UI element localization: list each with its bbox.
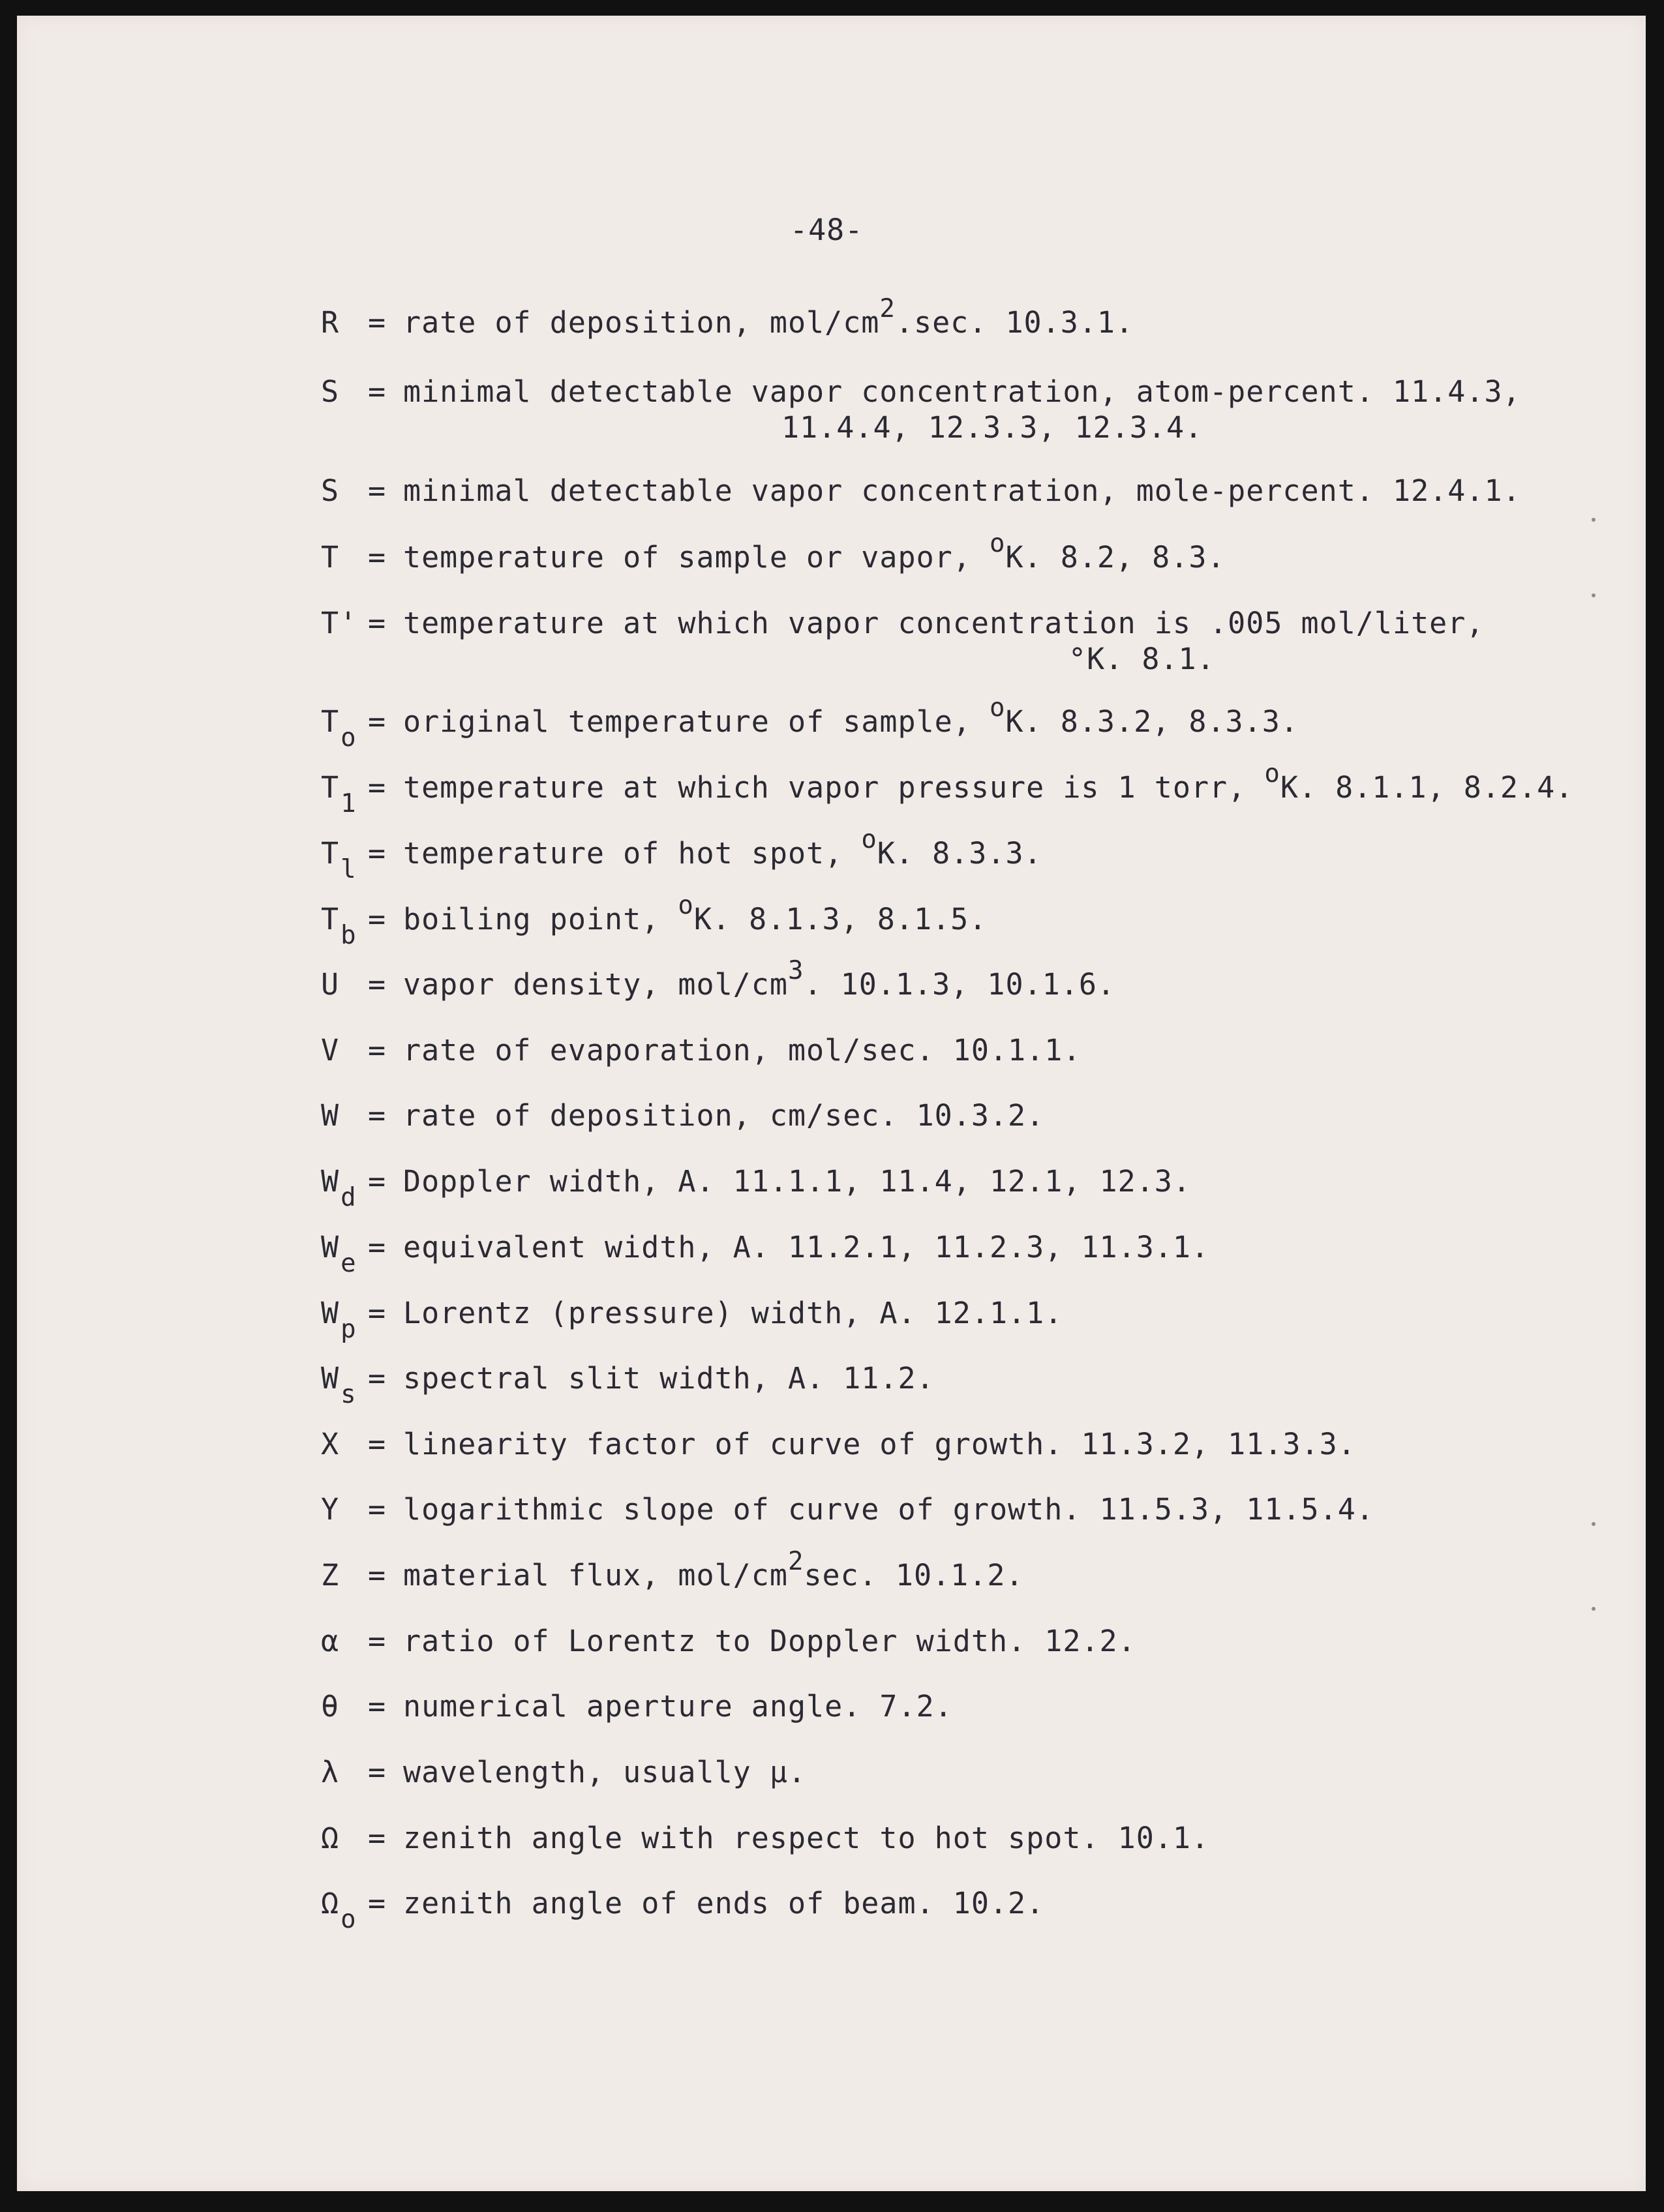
definition-superscript: o xyxy=(861,825,877,854)
equals-sign: = xyxy=(368,1296,387,1330)
document-body xyxy=(17,16,1646,2191)
entry-symbol: W xyxy=(321,1098,340,1133)
entry-symbol: Ωo xyxy=(321,1886,357,1934)
equals-sign: = xyxy=(368,1624,387,1658)
definition-text: equivalent width, A. 11.2.1, 11.2.3, 11.3.1. xyxy=(403,1230,1210,1264)
equals-sign: = xyxy=(368,770,387,805)
entry-definition xyxy=(403,1361,935,1396)
definition-text: Doppler width, A. 11.1.1, 11.4, 12.1, 12.3. xyxy=(403,1164,1191,1199)
entry-definition xyxy=(403,1689,953,1724)
entry-subscript: o xyxy=(340,723,357,753)
definition-text: rate of deposition, cm/sec. 10.3.2. xyxy=(403,1098,1045,1133)
entry-definition xyxy=(403,1164,1191,1199)
equals-sign: = xyxy=(368,606,387,640)
entry-subscript: 1 xyxy=(340,789,357,818)
entry-definition xyxy=(403,1547,1024,1592)
definition-text: zenith angle with respect to hot spot. 10.1. xyxy=(403,1821,1210,1855)
definition-superscript: o xyxy=(989,529,1006,558)
definition-text: numerical aperture angle. 7.2. xyxy=(403,1689,953,1724)
equals-sign: = xyxy=(368,305,387,340)
entry-definition xyxy=(403,693,1299,739)
definition-text: K. 8.1.3, 8.1.5. xyxy=(693,902,988,936)
entry-symbol: Tl xyxy=(321,836,357,884)
equals-sign: = xyxy=(368,374,387,409)
definition-text: logarithmic slope of curve of growth. 11.5.3, 11.5.4. xyxy=(403,1492,1374,1527)
entry-definition xyxy=(403,1033,1081,1068)
entry-symbol: Wd xyxy=(321,1164,357,1212)
definition-continuation: °K. 8.1. xyxy=(1068,642,1215,676)
definition-text: K. 8.3.3. xyxy=(877,836,1042,871)
definition-text: minimal detectable vapor concentration, mole-percent. 12.4.1. xyxy=(403,473,1521,508)
entry-definition xyxy=(403,1230,1209,1264)
definition-text: temperature of hot spot, xyxy=(403,836,862,871)
entry-symbol: V xyxy=(321,1033,340,1068)
equals-sign: = xyxy=(368,836,387,871)
definition-text: boiling point, xyxy=(403,902,678,936)
equals-sign: = xyxy=(368,1558,387,1592)
scan-speck xyxy=(1592,518,1596,522)
entry-symbol: T1 xyxy=(321,770,357,818)
definition-text: ratio of Lorentz to Doppler width. 12.2. xyxy=(403,1624,1136,1658)
equals-sign: = xyxy=(368,967,387,1002)
entry-definition xyxy=(403,759,1574,805)
equals-sign: = xyxy=(368,1361,387,1396)
entry-subscript: d xyxy=(340,1183,357,1212)
definition-text: K. 8.2, 8.3. xyxy=(1005,540,1226,575)
equals-sign: = xyxy=(368,704,387,739)
equals-sign: = xyxy=(368,1821,387,1855)
entry-symbol: R xyxy=(321,305,340,340)
entry-symbol: T xyxy=(321,540,340,575)
entry-definition xyxy=(403,1755,806,1789)
entry-symbol: To xyxy=(321,704,357,753)
equals-sign: = xyxy=(368,1230,387,1264)
definition-continuation: 11.4.4, 12.3.3, 12.3.4. xyxy=(781,410,1203,445)
entry-symbol: θ xyxy=(321,1689,340,1724)
definition-text: rate of deposition, mol/cm xyxy=(403,305,880,340)
equals-sign: = xyxy=(368,1492,387,1527)
equals-sign: = xyxy=(368,1164,387,1199)
entry-symbol: S xyxy=(321,473,340,508)
entry-subscript: e xyxy=(340,1249,357,1278)
entry-symbol: We xyxy=(321,1230,357,1278)
definition-text: . 10.1.3, 10.1.6. xyxy=(804,967,1116,1002)
entry-subscript: o xyxy=(340,1905,357,1934)
entry-definition xyxy=(403,1821,1209,1855)
definition-text: zenith angle of ends of beam. 10.2. xyxy=(403,1886,1045,1921)
entry-symbol: Tb xyxy=(321,902,357,950)
definition-text: material flux, mol/cm xyxy=(403,1558,788,1592)
entry-symbol: λ xyxy=(321,1755,340,1789)
equals-sign: = xyxy=(368,473,387,508)
entry-subscript: p xyxy=(340,1315,357,1344)
definition-text: K. 8.1.1, 8.2.4. xyxy=(1280,770,1574,805)
entry-definition xyxy=(403,1886,1044,1921)
definition-text: rate of evaporation, mol/sec. 10.1.1. xyxy=(403,1033,1082,1068)
entry-definition xyxy=(403,825,1042,871)
definition-text: temperature at which vapor concentration is .005 mol/liter, xyxy=(403,606,1485,640)
entry-definition xyxy=(403,956,1116,1002)
equals-sign: = xyxy=(368,1033,387,1068)
entry-definition xyxy=(403,294,1134,340)
equals-sign: = xyxy=(368,1886,387,1921)
equals-sign: = xyxy=(368,1427,387,1461)
definition-text: original temperature of sample, xyxy=(403,704,990,739)
entry-symbol: Ω xyxy=(321,1821,340,1855)
entry-symbol: T' xyxy=(321,606,358,640)
entry-definition xyxy=(403,473,1521,508)
entry-definition xyxy=(403,1624,1136,1658)
definition-text: wavelength, usually μ. xyxy=(403,1755,807,1789)
entry-symbol: Z xyxy=(321,1558,340,1592)
definition-text: spectral slit width, A. 11.2. xyxy=(403,1361,935,1396)
equals-sign: = xyxy=(368,902,387,936)
entry-symbol: Ws xyxy=(321,1361,357,1409)
entry-subscript: b xyxy=(340,921,357,950)
page-number: -48- xyxy=(790,213,864,247)
entry-definition xyxy=(403,1296,1063,1330)
scan-speck xyxy=(1592,1522,1596,1526)
definition-text: minimal detectable vapor concentration, atom-percent. 11.4.3, xyxy=(403,374,1521,409)
definition-text: linearity factor of curve of growth. 11.3.2, 11.3.3. xyxy=(403,1427,1356,1461)
definition-superscript: o xyxy=(678,891,694,920)
definition-text: sec. 10.1.2. xyxy=(804,1558,1024,1592)
scan-speck xyxy=(1592,593,1596,597)
definition-superscript: 2 xyxy=(879,294,896,323)
scanned-page xyxy=(17,16,1646,2191)
definition-text: K. 8.3.2, 8.3.3. xyxy=(1005,704,1299,739)
entry-definition xyxy=(403,1427,1356,1461)
entry-definition xyxy=(403,606,1484,640)
definition-superscript: 2 xyxy=(787,1547,804,1576)
entry-symbol: X xyxy=(321,1427,340,1461)
entry-definition xyxy=(403,529,1226,575)
equals-sign: = xyxy=(368,1098,387,1133)
entry-symbol: Wp xyxy=(321,1296,357,1344)
entry-definition xyxy=(403,374,1521,409)
entry-symbol: Y xyxy=(321,1492,340,1527)
entry-symbol: U xyxy=(321,967,340,1002)
equals-sign: = xyxy=(368,1689,387,1724)
definition-superscript: o xyxy=(1264,759,1280,788)
definition-text: temperature at which vapor pressure is 1 torr, xyxy=(403,770,1265,805)
definition-text: temperature of sample or vapor, xyxy=(403,540,990,575)
definition-text: .sec. 10.3.1. xyxy=(895,305,1134,340)
definition-superscript: o xyxy=(989,693,1006,723)
entry-symbol: α xyxy=(321,1624,340,1658)
equals-sign: = xyxy=(368,540,387,575)
entry-subscript: s xyxy=(340,1380,357,1409)
entry-symbol: S xyxy=(321,374,340,409)
entry-definition xyxy=(403,891,988,936)
entry-subscript: l xyxy=(340,855,357,884)
definition-text: Lorentz (pressure) width, A. 12.1.1. xyxy=(403,1296,1063,1330)
definition-text: vapor density, mol/cm xyxy=(403,967,788,1002)
entry-definition xyxy=(403,1492,1374,1527)
definition-superscript: 3 xyxy=(787,956,804,985)
entry-definition xyxy=(403,1098,1044,1133)
equals-sign: = xyxy=(368,1755,387,1789)
scan-speck xyxy=(1592,1607,1596,1611)
